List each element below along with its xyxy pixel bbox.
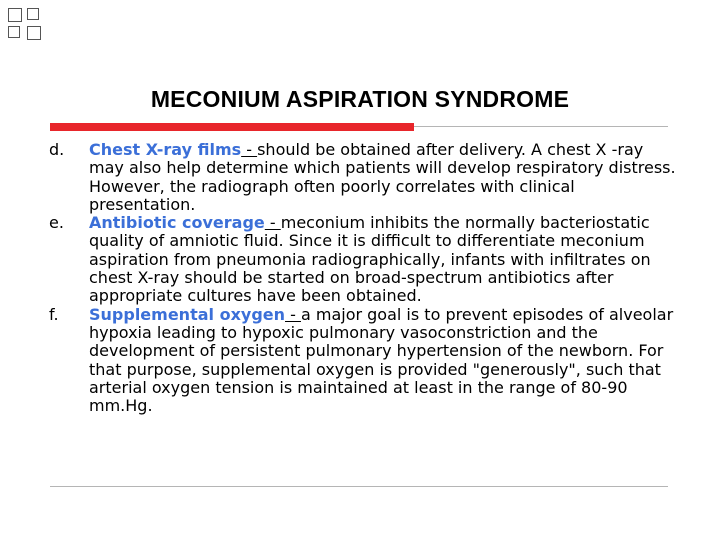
list-item bbox=[48, 141, 678, 214]
decorative-square bbox=[8, 8, 22, 22]
item-separator: - bbox=[241, 140, 258, 159]
title-accent-bar bbox=[50, 123, 414, 131]
item-heading: Antibiotic coverage bbox=[89, 213, 265, 233]
item-heading: Chest X-ray films bbox=[89, 140, 242, 159]
list-marker: f. bbox=[49, 304, 59, 324]
decorative-square bbox=[27, 8, 39, 20]
page-title: MECONIUM ASPIRATION SYNDROME bbox=[150, 86, 570, 112]
item-separator: - bbox=[264, 213, 281, 233]
decorative-square bbox=[27, 26, 41, 40]
list-marker: d. bbox=[49, 140, 65, 159]
item-heading: Supplemental oxygen bbox=[89, 304, 286, 324]
title-rule bbox=[414, 126, 668, 127]
item-body: should be obtained after delivery. A chest X -ray may also help determine which patients will develop respiratory distress. However, the radiograph often poorly correlates with clinical presentation. bbox=[89, 140, 676, 214]
item-separator: - bbox=[285, 304, 301, 324]
item-body: a major goal is to prevent episodes of alveolar hypoxia leading to hypoxic pulmonary vasoconstriction and the development of persistent pulmonary hypertension of the newborn. For that purpose, supplemental oxygen is provided "generously", such that arterial oxygen tension is maintained at least in the range of 80-90 mm.Hg. bbox=[89, 304, 674, 416]
list-marker: e. bbox=[49, 213, 64, 233]
list-item bbox=[48, 214, 678, 305]
content-list bbox=[48, 141, 678, 415]
list-item bbox=[48, 306, 678, 416]
bottom-rule bbox=[50, 486, 668, 487]
item-body: meconium inhibits the normally bacteriostatic quality of amniotic fluid. Since it is difficult to differentiate meconium aspiration from pneumonia radiographically, infants with infiltrates on chest X-ray should be started on broad-spectrum antibiotics after appropriate cultures have been obtained. bbox=[89, 213, 651, 306]
decorative-square bbox=[8, 26, 20, 38]
